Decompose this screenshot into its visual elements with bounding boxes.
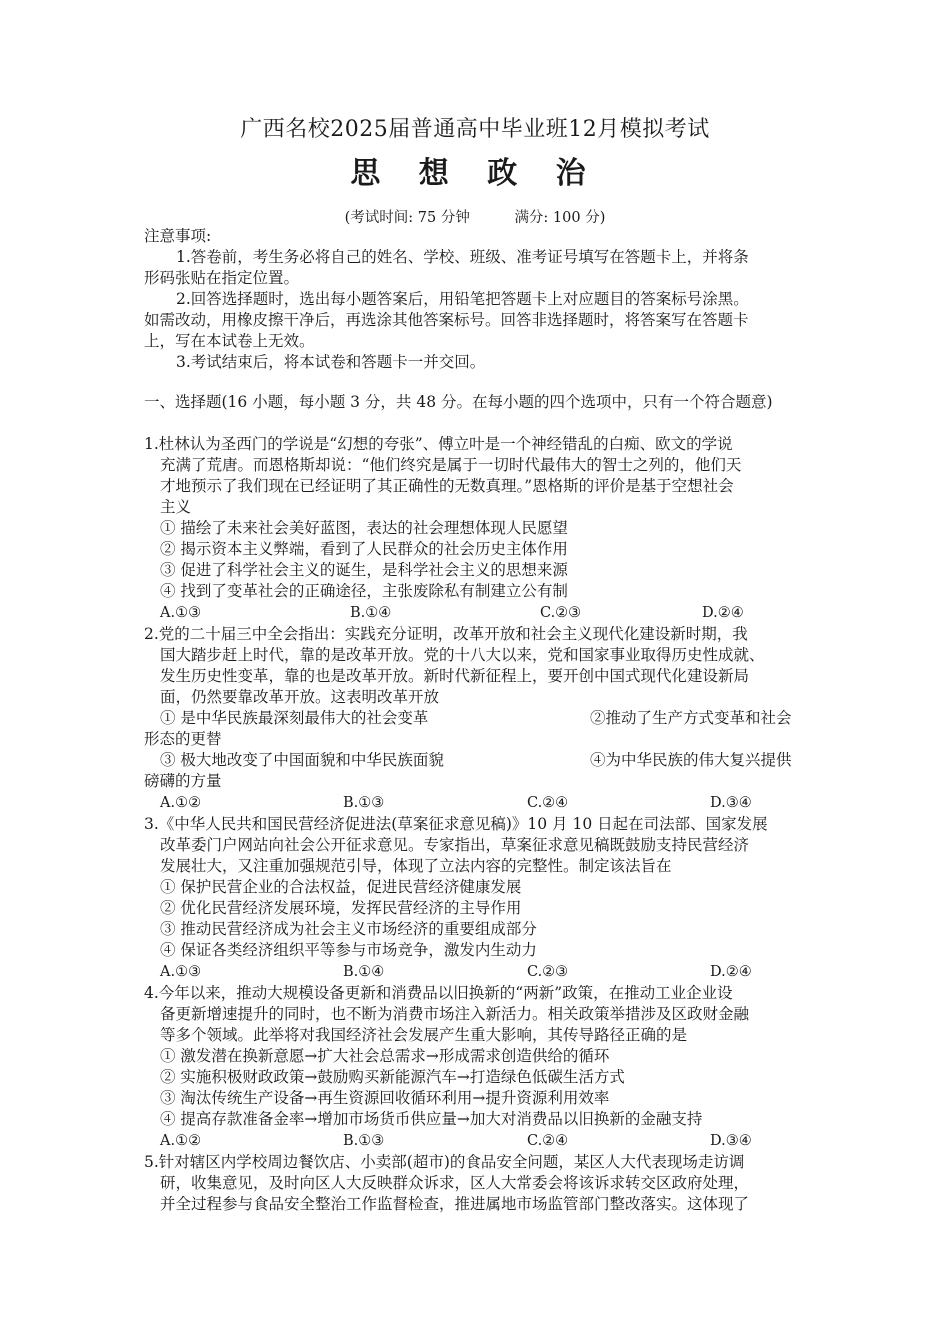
question-4-stem: 4.今年以来，推动大规模设备更新和消费品以旧换新的“两新”政策，在推动工业企业设 [144,984,733,1002]
question-3-stem: 3.《中华人民共和国民营经济促进法(草案征求意见稿)》10 月 10 日起在司法部、国家发展 [144,815,768,833]
question-1-item: ② 揭示资本主义弊端，看到了人民群众的社会历史主体作用 [160,540,568,558]
question-2-stem: 面，仍然要靠改革开放。这表明改革开放 [160,688,440,706]
option-b[interactable]: B.①④ [343,964,385,980]
exam-time: (考试时间: 75 分钟 [344,210,470,226]
question-1-options [160,603,920,624]
question-5-stem: 5.针对辖区内学校周边餐饮店、小卖部(超市)的食品安全问题，某区人大代表现场走访调 [144,1153,745,1171]
option-b[interactable]: B.①③ [343,795,385,811]
question-4-options [160,1131,920,1152]
notes-line: 形码张贴在指定位置。 [144,269,300,287]
question-2-item: ④为中华民族的伟大复兴提供 [590,751,792,769]
question-2-item: 磅礴的方量 [144,772,222,790]
exam-score: 满分: 100 分) [514,210,606,226]
option-d[interactable]: D.③④ [710,1133,752,1149]
question-3-item: ③ 推动民营经济成为社会主义市场经济的重要组成部分 [160,920,537,938]
exam-title: 广西名校2025届普通高中毕业班12月模拟考试 [240,117,710,142]
option-d[interactable]: D.③④ [710,795,752,811]
option-c[interactable]: C.②④ [527,795,569,811]
question-2-item: ②推动了生产方式变革和社会 [590,709,792,727]
option-b[interactable]: B.①④ [350,605,392,621]
question-1-stem: 才地预示了我们现在已经证明了其正确性的无数真理。”恩格斯的评价是基于空想社会 [160,477,734,495]
question-2-options [160,793,920,814]
question-1-item: ④ 找到了变革社会的正确途径，主张废除私有制建立公有制 [160,582,568,600]
notes-line: 上，写在本试卷上无效。 [144,332,315,350]
option-c[interactable]: C.②③ [540,605,582,621]
notes-line: 2.回答选择题时，选出每小题答案后，用铅笔把答题卡上对应题目的答案标号涂黑。 [176,290,749,308]
exam-meta [0,206,950,227]
question-2-stem: 2.党的二十届三中全会指出：实践充分证明，改革开放和社会主义现代化建设新时期，我 [144,625,748,643]
question-3-item: ① 保护民营企业的合法权益，促进民营经济健康发展 [160,878,522,896]
notes-line: 1.答卷前，考生务必将自己的姓名、学校、班级、准考证号填写在答题卡上，并将条 [176,248,749,266]
option-a[interactable]: A.①② [160,1133,202,1149]
question-3-stem: 改革委门户网站向社会公开征求意见。专家指出，草案征求意见稿既鼓励支持民营经济 [160,836,750,854]
notes-heading: 注意事项: [144,227,212,245]
question-4-item: ① 激发潜在换新意愿→扩大社会总需求→形成需求创造供给的循环 [160,1047,610,1065]
question-5-stem: 研，收集意见，及时向区人大反映群众诉求，区人大常委会将该诉求转交区政府处理， [160,1174,750,1192]
option-a[interactable]: A.①③ [160,964,202,980]
option-d[interactable]: D.②④ [702,605,744,621]
question-2-item: 形态的更替 [144,730,222,748]
question-2-stem: 国大踏步赶上时代，靠的是改革开放。党的十八大以来，党和国家事业取得历史性成就、 [160,646,765,664]
question-4-item: ③ 淘汰传统生产设备→再生资源回收循环利用→提升资源利用效率 [160,1089,610,1107]
question-5-stem: 并全过程参与食品安全整治工作监督检查，推进属地市场监管部门整改落实。这体现了 [160,1195,750,1213]
notes-line: 3.考试结束后，将本试卷和答题卡一并交回。 [176,353,486,371]
subject-title: 思 想 政 治 [350,156,600,191]
question-1-item: ③ 促进了科学社会主义的诞生，是科学社会主义的思想来源 [160,561,568,579]
question-3-item: ④ 保证各类经济组织平等参与市场竞争，激发内生动力 [160,941,537,959]
option-a[interactable]: A.①③ [160,605,202,621]
question-1-item: ① 描绘了未来社会美好蓝图，表达的社会理想体现人民愿望 [160,519,568,537]
question-2-stem: 发生历史性变革，靠的也是改革开放。新时代新征程上，要开创中国式现代化建设新局 [160,667,750,685]
question-2-item: ① 是中华民族最深刻最伟大的社会变革 [160,709,429,727]
option-a[interactable]: A.①② [160,795,202,811]
question-3-stem: 发展壮大，又注重加强规范引导，体现了立法内容的完整性。制定该法旨在 [160,857,672,875]
question-4-item: ④ 提高存款准备金率→增加市场货币供应量→加大对消费品以旧换新的金融支持 [160,1110,703,1128]
notes-line: 如需改动，用橡皮擦干净后，再选涂其他答案标号。回答非选择题时，将答案写在答题卡 [144,311,749,329]
question-1-stem: 充满了荒唐。而恩格斯却说：“他们终究是属于一切时代最伟大的智士之列的，他们天 [160,456,742,474]
option-c[interactable]: C.②④ [527,1133,569,1149]
question-1-stem: 主义 [160,498,192,516]
question-1-stem: 1.杜林认为圣西门的学说是“幻想的夸张”、傅立叶是一个神经错乱的白痴、欧文的学说 [144,435,733,453]
question-3-options [160,962,920,983]
section-heading: 一、选择题(16 小题，每小题 3 分，共 48 分。在每小题的四个选项中，只有一个符合题意) [144,393,773,411]
question-4-stem: 备更新增速提升的同时，也不断为消费市场注入新活力。相关政策举措涉及区政财金融 [160,1005,750,1023]
question-3-item: ② 优化民营经济发展环境，发挥民营经济的主导作用 [160,899,522,917]
question-4-stem: 等多个领域。此举将对我国经济社会发展产生重大影响，其传导路径正确的是 [160,1026,688,1044]
question-2-item: ③ 极大地改变了中国面貌和中华民族面貌 [160,751,444,769]
option-c[interactable]: C.②③ [527,964,569,980]
option-d[interactable]: D.②④ [710,964,752,980]
question-4-item: ② 实施积极财政政策→鼓励购买新能源汽车→打造绿色低碳生活方式 [160,1068,625,1086]
option-b[interactable]: B.①③ [343,1133,385,1149]
